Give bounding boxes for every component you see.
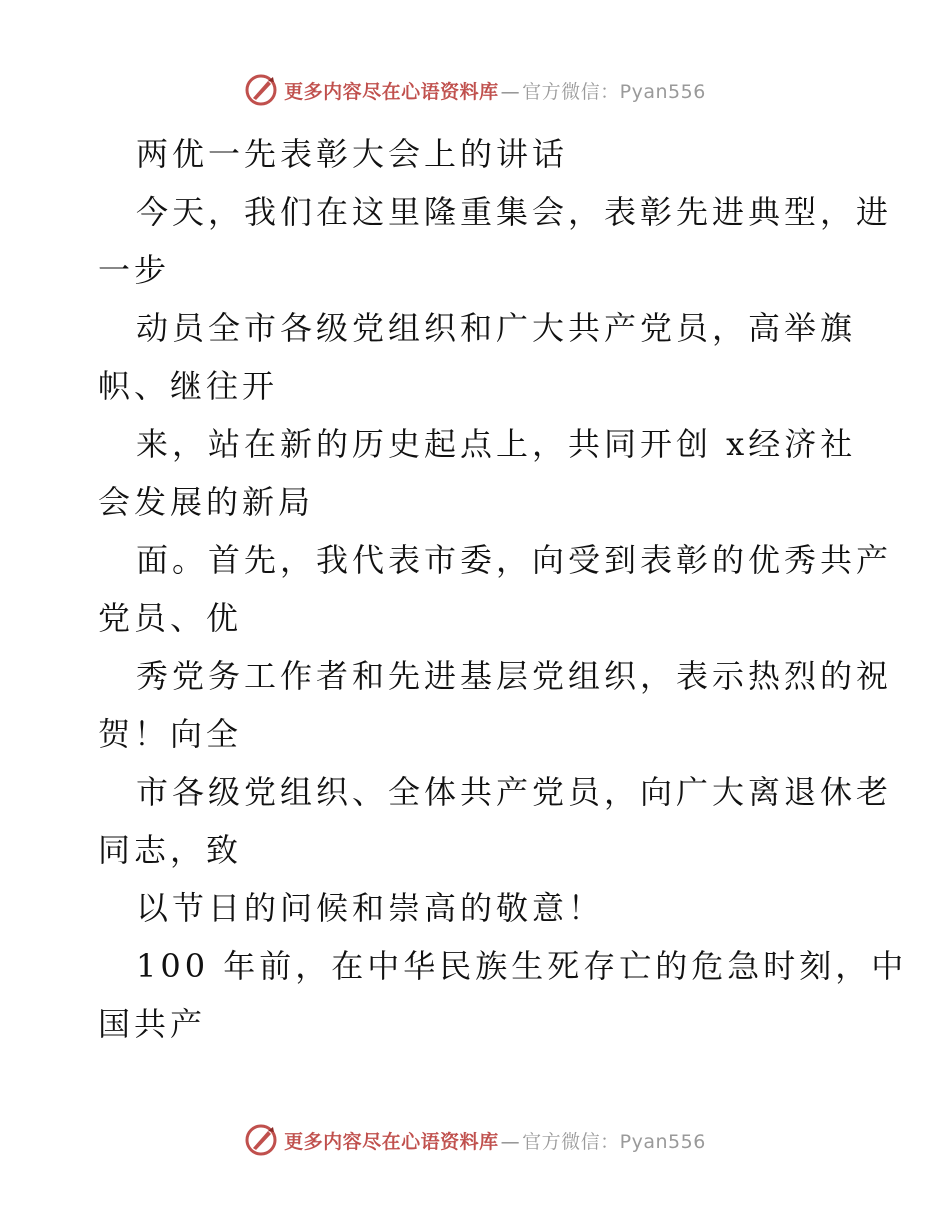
text-line: 以节日的问候和崇高的敬意！ — [136, 889, 605, 927]
quill-logo-icon — [244, 73, 278, 107]
text-line: 贺！向全 — [98, 715, 243, 753]
text-line: 同志，致 — [98, 831, 243, 869]
text-line: 来，站在新的历史起点上，共同开创 x经济社 — [136, 425, 857, 463]
document-title: 两优一先表彰大会上的讲话 — [136, 135, 569, 173]
text-line: 党员、优 — [98, 599, 243, 637]
text-line: 100 年前，在中华民族生死存亡的危急时刻，中 — [136, 947, 908, 985]
quill-logo-icon — [244, 1123, 278, 1157]
text-line: 一步 — [98, 251, 171, 289]
watermark-separator: — — [500, 1130, 521, 1153]
text-line: 帜、继往开 — [98, 367, 279, 405]
watermark-footer — [0, 1120, 950, 1160]
document-body — [98, 125, 908, 1053]
text-line: 会发展的新局 — [98, 483, 315, 521]
text-line: 秀党务工作者和先进基层党组织，表示热烈的祝 — [136, 657, 893, 695]
watermark-wechat: 官方微信：Pyan556 — [522, 80, 706, 103]
text-line: 面。首先，我代表市委，向受到表彰的优秀共产 — [136, 541, 893, 579]
watermark-separator: — — [500, 80, 521, 103]
text-line: 今天，我们在这里隆重集会，表彰先进典型，进 — [136, 193, 893, 231]
text-line: 市各级党组织、全体共产党员，向广大离退休老 — [136, 773, 893, 811]
watermark-header — [0, 70, 950, 110]
text-line: 国共产 — [98, 1005, 207, 1043]
watermark-site: 更多内容尽在心语资料库 — [284, 80, 499, 103]
watermark-text — [284, 1127, 706, 1154]
watermark-wechat: 官方微信：Pyan556 — [522, 1130, 706, 1153]
watermark-text — [284, 77, 706, 104]
text-line: 动员全市各级党组织和广大共产党员，高举旗 — [136, 309, 857, 347]
watermark-site: 更多内容尽在心语资料库 — [284, 1130, 499, 1153]
